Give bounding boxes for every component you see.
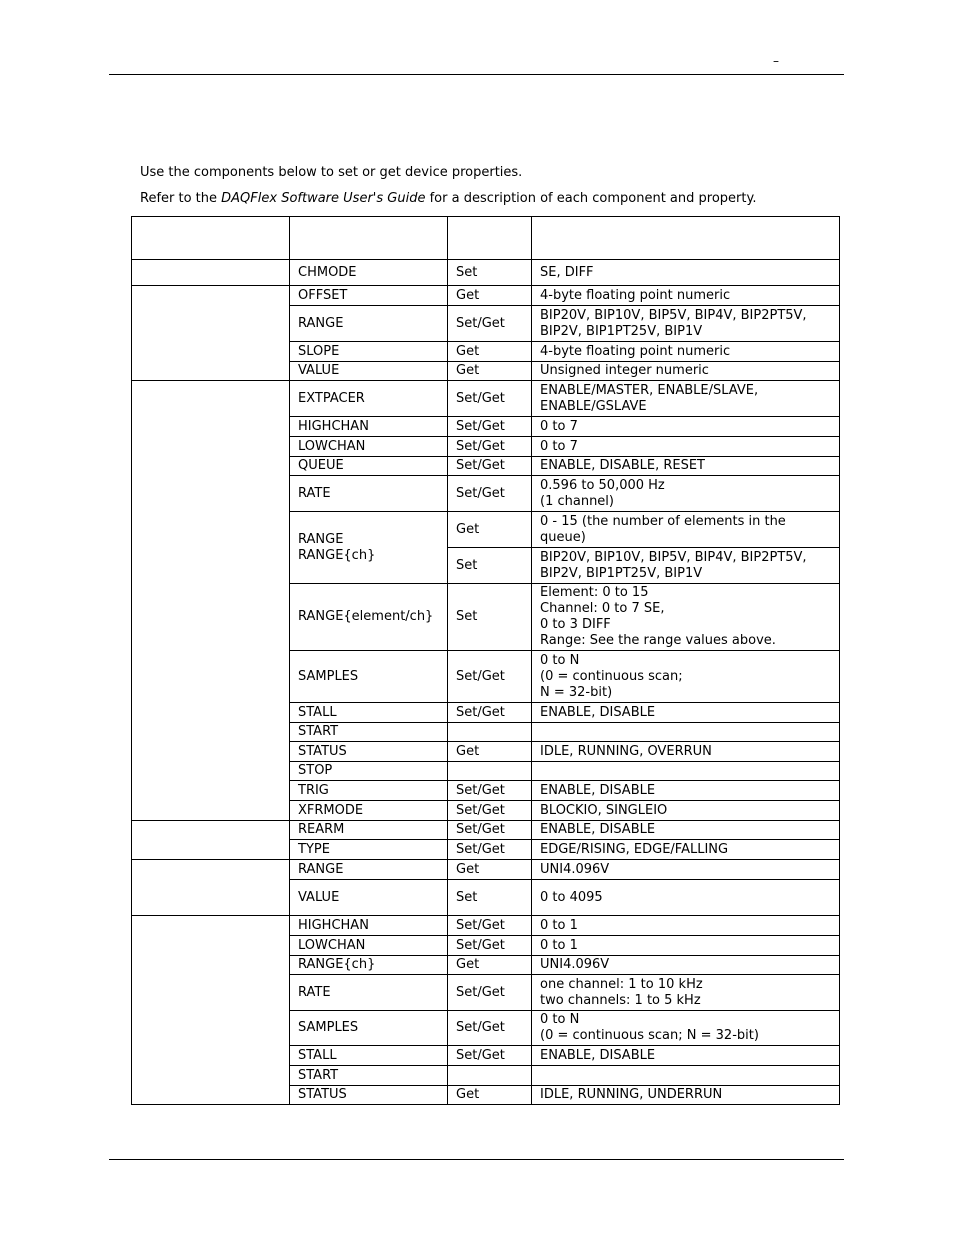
values-cell: 0 to 7: [532, 437, 840, 457]
property-cell: STOP: [290, 762, 448, 781]
values-cell: 0.596 to 50,000 Hz (1 channel): [532, 476, 840, 512]
values-cell: one channel: 1 to 10 kHz two channels: 1 to 5 kHz: [532, 975, 840, 1011]
access-cell: Get: [448, 286, 532, 306]
access-cell: Set/Get: [448, 476, 532, 512]
access-cell: Set/Get: [448, 821, 532, 840]
access-cell: Get: [448, 1086, 532, 1105]
values-cell: IDLE, RUNNING, OVERRUN: [532, 742, 840, 762]
access-cell: Set/Get: [448, 840, 532, 860]
property-cell: LOWCHAN: [290, 437, 448, 457]
access-cell: Get: [448, 512, 532, 548]
header-cell-values: [532, 217, 840, 260]
table-row: [132, 260, 840, 286]
property-cell: XFRMODE: [290, 801, 448, 821]
table-header-row: [132, 217, 840, 260]
intro-line-2: [140, 191, 756, 207]
property-cell: SLOPE: [290, 342, 448, 362]
values-cell: 0 to 1: [532, 916, 840, 936]
access-cell: Set: [448, 880, 532, 916]
access-cell: Set/Get: [448, 975, 532, 1011]
values-cell: ENABLE, DISABLE: [532, 821, 840, 840]
header-cell-component: [132, 217, 290, 260]
access-cell: Set/Get: [448, 417, 532, 437]
component-cell: [132, 916, 290, 1105]
intro-line-1: Use the components below to set or get device properties.: [140, 165, 523, 180]
property-cell: TRIG: [290, 781, 448, 801]
access-cell: Set/Get: [448, 916, 532, 936]
access-cell: Set/Get: [448, 1011, 532, 1046]
values-cell: 4-byte floating point numeric: [532, 342, 840, 362]
values-cell: ENABLE, DISABLE, RESET: [532, 457, 840, 476]
property-cell: RANGE: [290, 306, 448, 342]
property-cell: LOWCHAN: [290, 936, 448, 956]
property-cell: VALUE: [290, 880, 448, 916]
values-cell: ENABLE, DISABLE: [532, 703, 840, 723]
values-cell: UNI4.096V: [532, 956, 840, 975]
property-cell: HIGHCHAN: [290, 916, 448, 936]
component-cell: [132, 260, 290, 286]
values-cell: 0 to 7: [532, 417, 840, 437]
values-cell: [532, 762, 840, 781]
values-cell: ENABLE, DISABLE: [532, 1046, 840, 1066]
footer-rule: [109, 1159, 844, 1160]
values-cell: Unsigned integer numeric: [532, 362, 840, 381]
property-cell: TYPE: [290, 840, 448, 860]
access-cell: Set/Get: [448, 1046, 532, 1066]
values-cell: [532, 723, 840, 742]
values-cell: SE, DIFF: [532, 260, 840, 286]
access-cell: Set: [448, 548, 532, 584]
access-cell: Get: [448, 362, 532, 381]
header-rule: [109, 74, 844, 75]
property-cell: RANGE: [290, 860, 448, 880]
property-cell: STATUS: [290, 1086, 448, 1105]
table-row: [132, 381, 840, 417]
values-cell: [532, 1066, 840, 1086]
property-cell: STALL: [290, 703, 448, 723]
property-cell: RANGE RANGE{ch}: [290, 512, 448, 584]
guide-title: DAQFlex Software User's Guide: [221, 191, 426, 206]
property-cell: START: [290, 1066, 448, 1086]
table-row: [132, 916, 840, 936]
values-cell: BIP20V, BIP10V, BIP5V, BIP4V, BIP2PT5V, BIP2V, BIP1PT25V, BIP1V: [532, 306, 840, 342]
property-cell: QUEUE: [290, 457, 448, 476]
property-cell: RATE: [290, 476, 448, 512]
values-cell: Element: 0 to 15 Channel: 0 to 7 SE, 0 to 3 DIFF Range: See the range values above.: [532, 584, 840, 651]
access-cell: Get: [448, 956, 532, 975]
access-cell: Get: [448, 860, 532, 880]
property-cell: CHMODE: [290, 260, 448, 286]
values-cell: UNI4.096V: [532, 860, 840, 880]
values-cell: ENABLE, DISABLE: [532, 781, 840, 801]
access-cell: Get: [448, 742, 532, 762]
access-cell: Set/Get: [448, 703, 532, 723]
values-cell: ENABLE/MASTER, ENABLE/SLAVE, ENABLE/GSLAVE: [532, 381, 840, 417]
values-cell: 0 to N (0 = continuous scan; N = 32-bit): [532, 1011, 840, 1046]
access-cell: Set/Get: [448, 306, 532, 342]
access-cell: Set/Get: [448, 781, 532, 801]
intro-line-2-before: Refer to the: [140, 191, 222, 206]
property-cell: RATE: [290, 975, 448, 1011]
property-cell: HIGHCHAN: [290, 417, 448, 437]
intro-line-2-after: for a description of each component and property.: [425, 191, 757, 206]
access-cell: Set: [448, 584, 532, 651]
property-cell: SAMPLES: [290, 651, 448, 703]
table-row: [132, 821, 840, 840]
values-cell: 4-byte floating point numeric: [532, 286, 840, 306]
access-cell: Set/Get: [448, 381, 532, 417]
values-cell: 0 - 15 (the number of elements in the queue): [532, 512, 840, 548]
property-cell: REARM: [290, 821, 448, 840]
access-cell: Set/Get: [448, 437, 532, 457]
values-cell: 0 to 4095: [532, 880, 840, 916]
values-cell: EDGE/RISING, EDGE/FALLING: [532, 840, 840, 860]
access-cell: Set: [448, 260, 532, 286]
property-cell: VALUE: [290, 362, 448, 381]
values-cell: BIP20V, BIP10V, BIP5V, BIP4V, BIP2PT5V, BIP2V, BIP1PT25V, BIP1V: [532, 548, 840, 584]
header-cell-property: [290, 217, 448, 260]
access-cell: Get: [448, 342, 532, 362]
values-cell: 0 to N (0 = continuous scan; N = 32-bit): [532, 651, 840, 703]
property-cell: START: [290, 723, 448, 742]
values-cell: BLOCKIO, SINGLEIO: [532, 801, 840, 821]
property-cell: EXTPACER: [290, 381, 448, 417]
access-cell: [448, 762, 532, 781]
access-cell: Set/Get: [448, 651, 532, 703]
access-cell: [448, 723, 532, 742]
property-cell: RANGE{element/ch}: [290, 584, 448, 651]
component-cell: [132, 860, 290, 916]
access-cell: Set/Get: [448, 936, 532, 956]
values-cell: 0 to 1: [532, 936, 840, 956]
header-mark: –: [773, 54, 779, 68]
properties-table: [131, 216, 840, 1105]
property-cell: STALL: [290, 1046, 448, 1066]
component-cell: [132, 286, 290, 381]
header-cell-access: [448, 217, 532, 260]
values-cell: IDLE, RUNNING, UNDERRUN: [532, 1086, 840, 1105]
access-cell: [448, 1066, 532, 1086]
property-cell: SAMPLES: [290, 1011, 448, 1046]
access-cell: Set/Get: [448, 801, 532, 821]
table-row: [132, 860, 840, 880]
component-cell: [132, 381, 290, 821]
property-cell: OFFSET: [290, 286, 448, 306]
access-cell: Set/Get: [448, 457, 532, 476]
table-row: [132, 286, 840, 306]
property-cell: STATUS: [290, 742, 448, 762]
component-cell: [132, 821, 290, 860]
property-cell: RANGE{ch}: [290, 956, 448, 975]
